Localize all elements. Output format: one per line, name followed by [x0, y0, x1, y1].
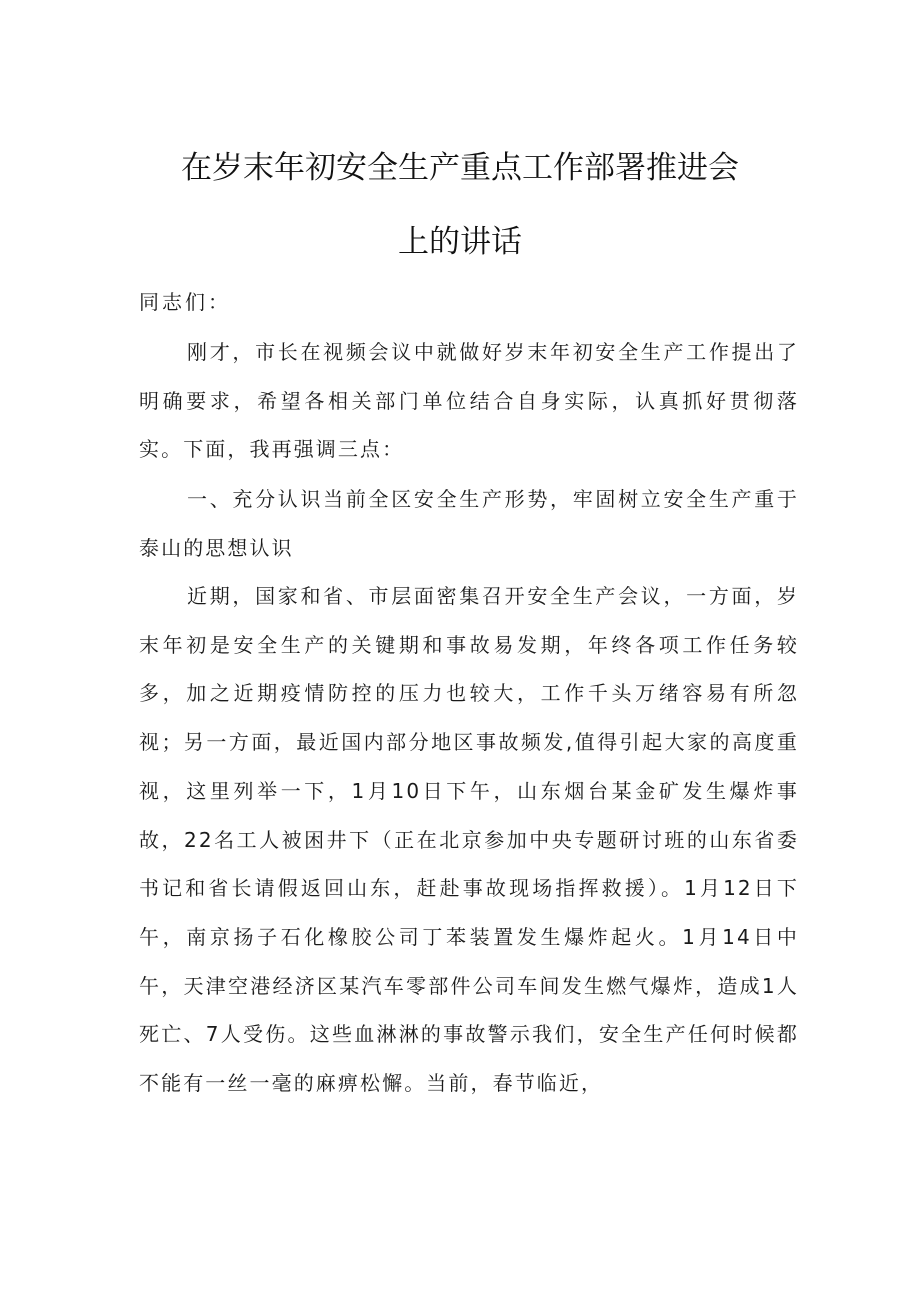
document-title-line1: 在岁末年初安全生产重点工作部署推进会 [181, 150, 739, 186]
section-heading-1: 一、充分认识当前全区安全生产形势，牢固树立安全生产重于泰山的思想认识 [139, 487, 799, 560]
salutation: 同志们： [139, 290, 231, 314]
document-title-line2: 上的讲话 [398, 224, 522, 260]
paragraph-opening: 刚才，市长在视频会议中就做好岁末年初安全生产工作提出了明确要求，希望各相关部门单位结合自身实际，认真抓好贯彻落实。下面，我再强调三点： [139, 340, 799, 462]
paragraph-body: 近期，国家和省、市层面密集召开安全生产会议，一方面，岁末年初是安全生产的关键期和事故易发期，年终各项工作任务较多，加之近期疫情防控的压力也较大，工作千头万绪容易有所忽视；另一方面，最近国内部分地区事故频发,值得引起大家的高度重视，这里列举一下，1月10日下午，山东烟台某金矿发生爆炸事故，22名工人被困井下（正在北京参加中央专题研讨班的山东省委书记和省长请假返回山东，赶赴事故现场指挥救援）。1月12日下午，南京扬子石化橡胶公司丁苯装置发生爆炸起火。1月14日中午，天津空港经济区某汽车零部件公司车间发生燃气爆炸，造成1人死亡、7人受伤。这些血淋淋的事故警示我们，安全生产任何时候都不能有一丝一毫的麻痹松懈。当前，春节临近， [139, 584, 799, 1096]
